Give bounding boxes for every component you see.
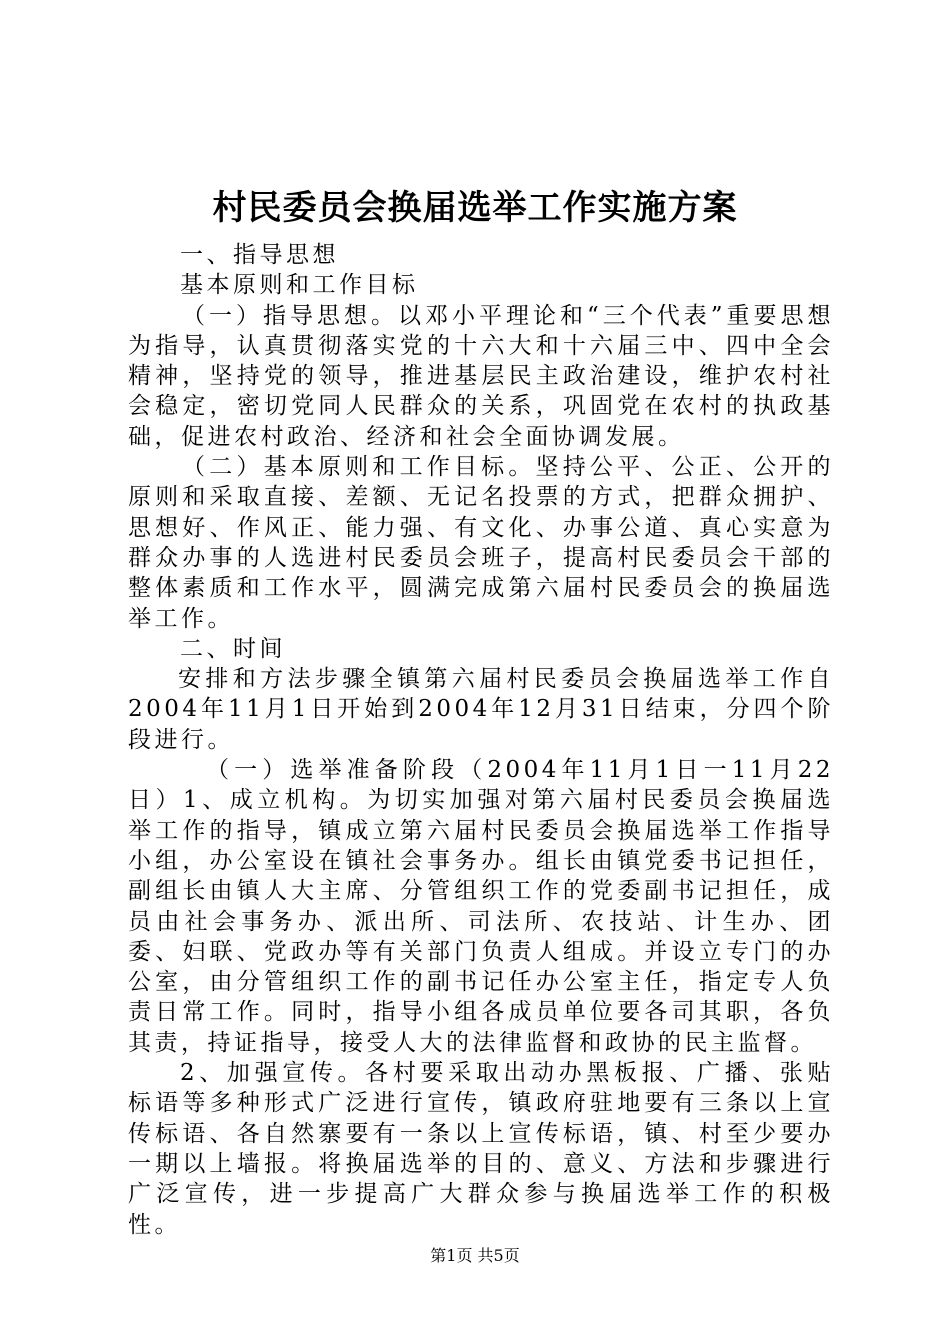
paragraph-schedule: 安排和方法步骤全镇第六届村民委员会换届选举工作自2004年11月1日开始到2004年12月31日结束，分四个阶段进行。 <box>128 666 834 753</box>
section-heading-time: 二、时间 <box>180 635 286 662</box>
paragraph-publicity: 2、加强宣传。各村要采取出动办黑板报、广播、张贴标语等多种形式广泛进行宣传，镇政府驻地要有三条以上宣传标语、各自然寨要有一条以上宣传标语，镇、村至少要办一期以上墙报。将换届选举的目的、意义、方法和步骤进行广泛宣传，进一步提高广大群众参与换届选举工作的积极性。 <box>128 1060 834 1238</box>
paragraph-principles-goals: （二）基本原则和工作目标。坚持公平、公正、公开的原则和采取直接、差额、无记名投票的方式，把群众拥护、思想好、作风正、能力强、有文化、办事公道、真心实意为群众办事的人选进村民委员会班子，提高村民委员会干部的整体素质和工作水平，圆满完成第六届村民委员会的换届选举工作。 <box>128 454 834 632</box>
document-body <box>128 240 834 1240</box>
section-subheading-principles: 基本原则和工作目标 <box>180 272 419 299</box>
document-title: 村民委员会换届选举工作实施方案 <box>212 188 738 228</box>
section-heading-guiding-ideology: 一、指导思想 <box>180 242 339 268</box>
paragraph-guiding-ideology: （一）指导思想。以邓小平理论和“三个代表”重要思想为指导，认真贯彻落实党的十六大和十六届三中、四中全会精神，坚持党的领导，推进基层民主政治建设，维护农村社会稳定，密切党同人民群众的关系，巩固党在农村的执政基础，促进农村政治、经济和社会全面协调发展。 <box>128 302 834 450</box>
page-number-footer: 第1页 共5页 <box>430 1246 520 1265</box>
paragraph-preparation-stage: （一）选举准备阶段（2004年11月1日一11月22日）1、成立机构。为切实加强对第六届村民委员会换届选举工作的指导，镇成立第六届村民委员会换届选举工作指导小组，办公室设在镇社会事务办。组长由镇党委书记担任，副组长由镇人大主席、分管组织工作的党委副书记担任，成员由社会事务办、派出所、司法所、农技站、计生办、团委、妇联、党政办等有关部门负责人组成。并设立专门的办公室，由分管组织工作的副书记任办公室主任，指定专人负责日常工作。同时，指导小组各成员单位要各司其职，各负其责，持证指导，接受人大的法律监督和政协的民主监督。 <box>128 757 834 1056</box>
